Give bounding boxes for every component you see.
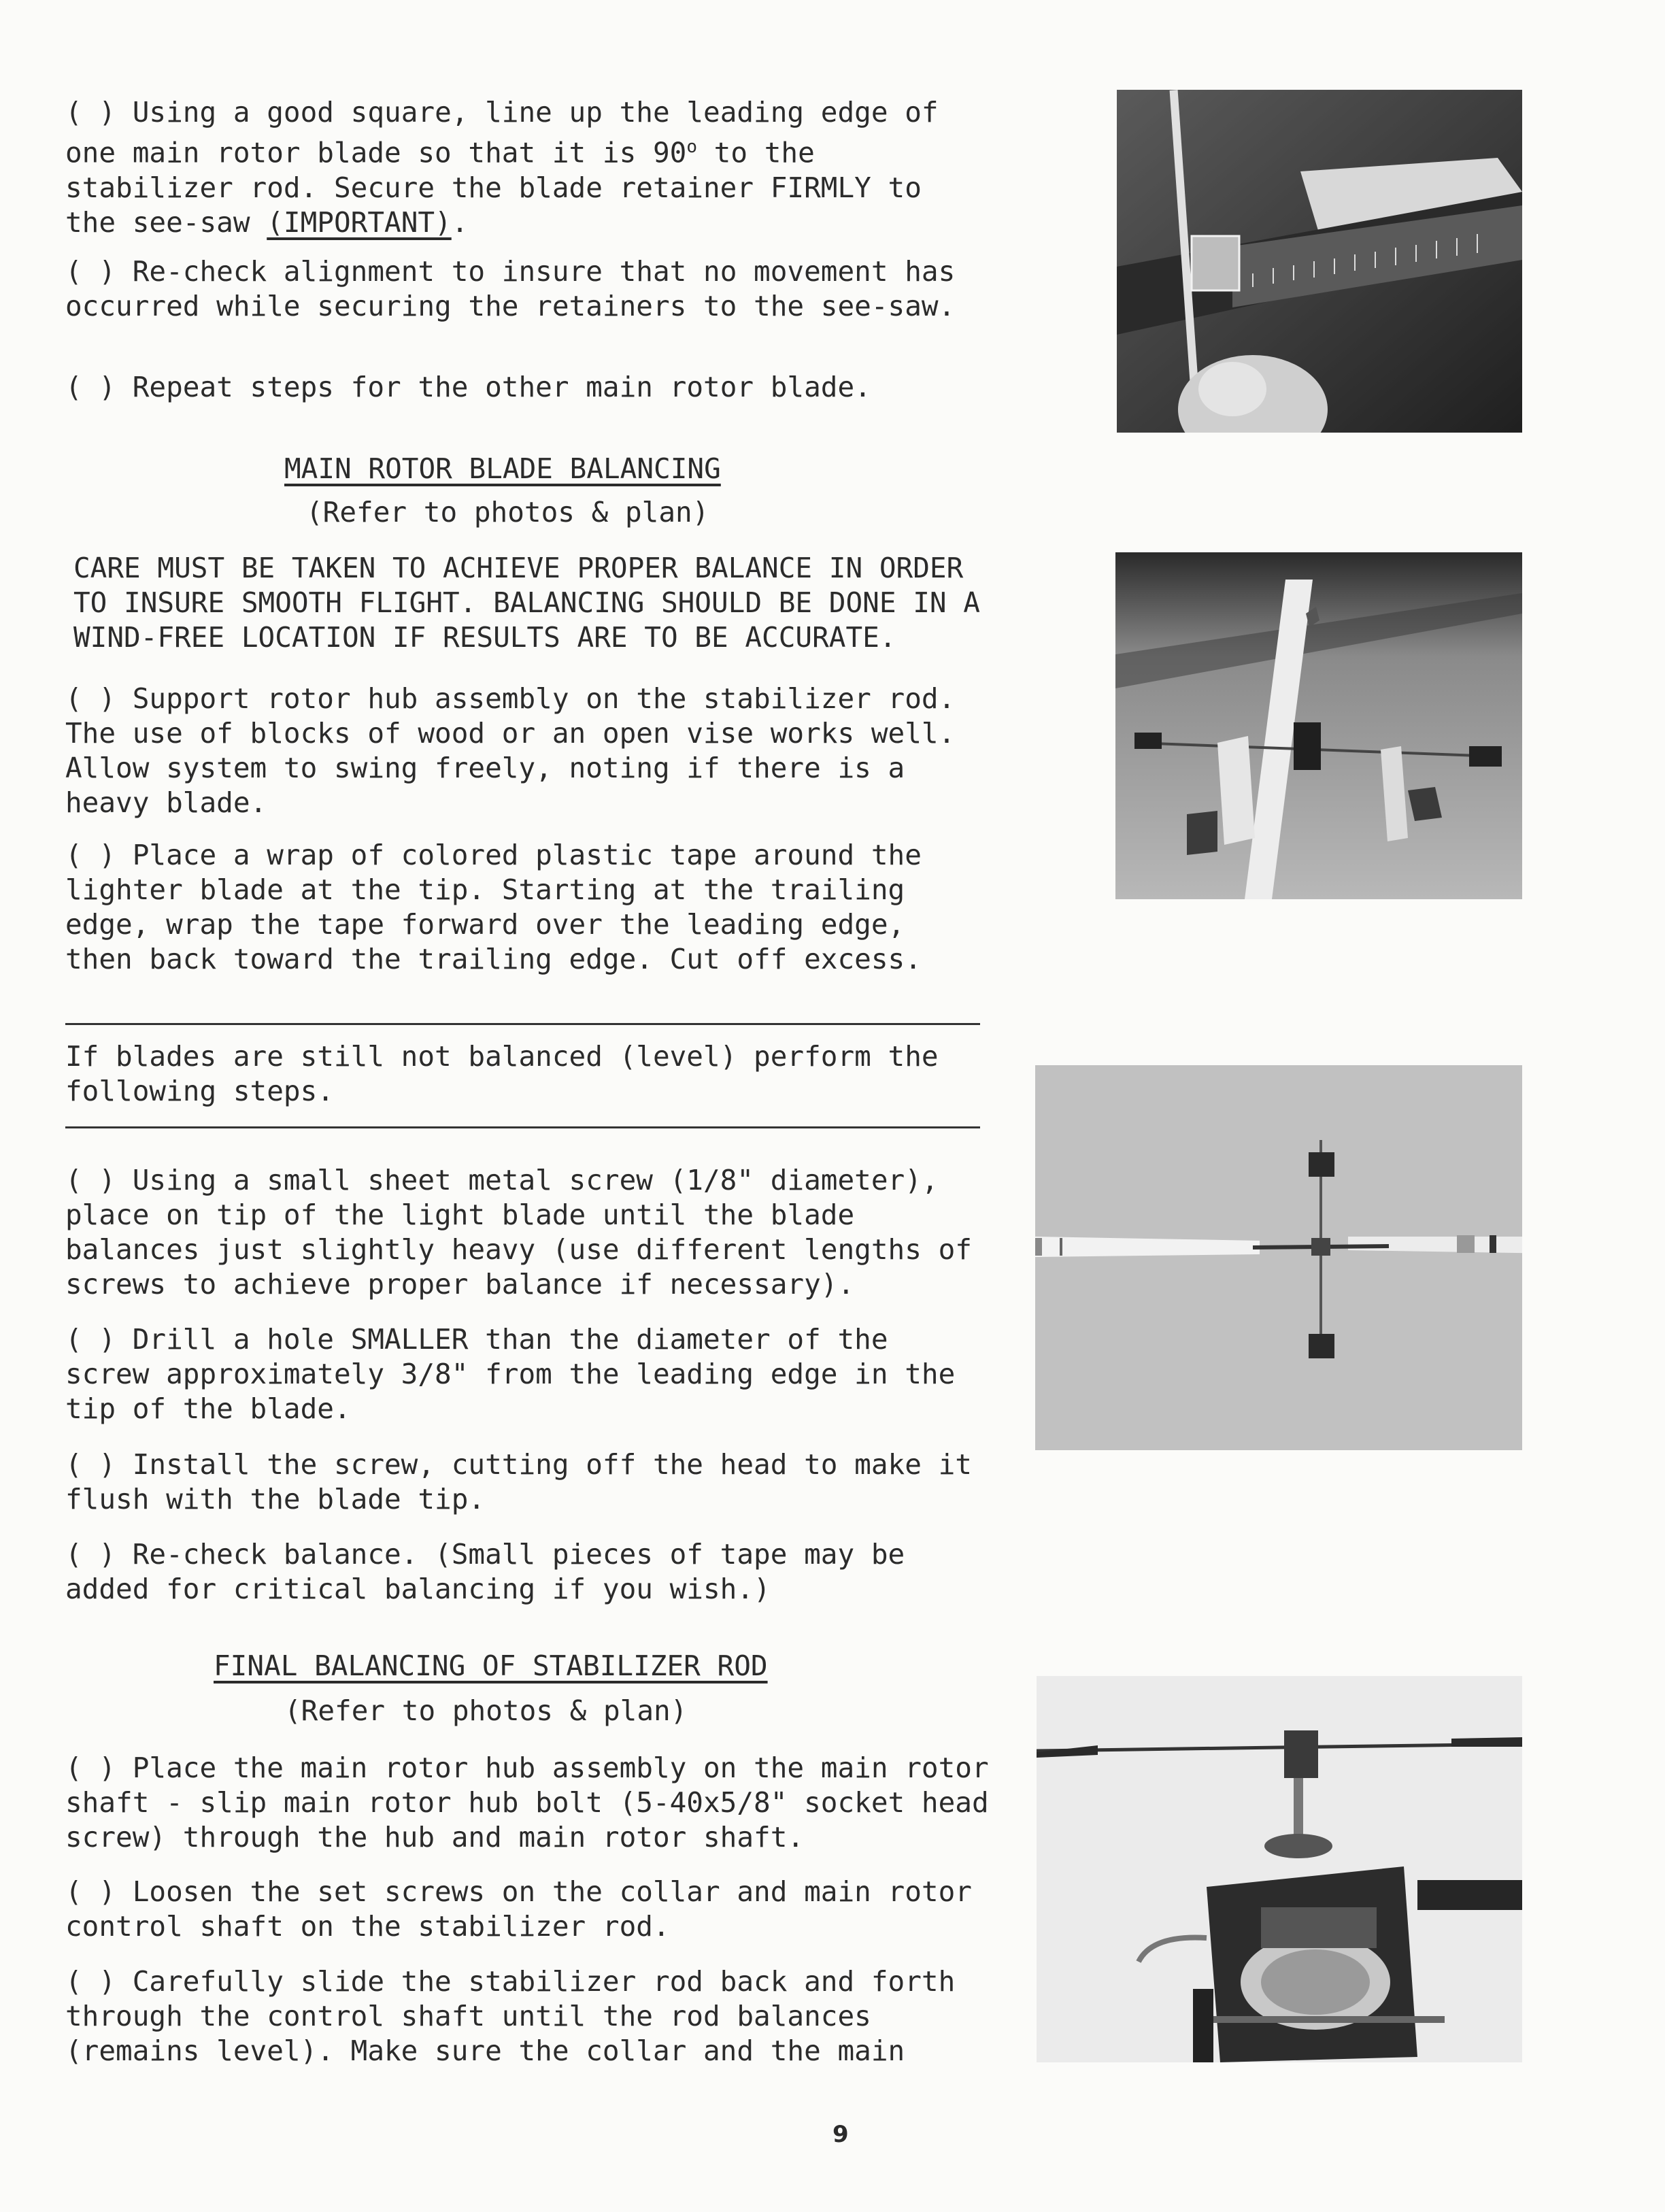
section-subtitle-blade-balancing: (Refer to photos & plan)	[306, 496, 709, 529]
photo-hub-on-shaft	[1037, 1676, 1522, 2062]
step-support-hub: ( ) Support rotor hub assembly on the stabilizer rod. The use of blocks of wood or an open vise works well. Allow system to swing freely, noting if there is a heavy blade.	[65, 682, 956, 819]
step-slide-stabilizer: ( ) Carefully slide the stabilizer rod back and forth through the control shaft until the rod balances (remains level). Make sure the collar and the main	[65, 1965, 956, 2067]
note-rule-bottom	[65, 1126, 980, 1128]
step-recheck-balance: ( ) Re-check balance. (Small pieces of tape may be added for critical balancing if you wish.)	[65, 1538, 905, 1605]
step-align-blade: ( ) Using a good square, line up the leading edge of one main rotor blade so that it is 90$^o$ to the stabilizer rod. Secure the blade retainer FIRMLY to the see-saw (IMPORTANT).	[65, 96, 939, 239]
section-subtitle-stabilizer: (Refer to photos & plan)	[284, 1694, 688, 1727]
step-place-hub: ( ) Place the main rotor hub assembly on the main rotor shaft - slip main rotor hub bolt (5-40x5/8" socket head screw) through the hub and main rotor shaft.	[65, 1752, 989, 1854]
step-recheck-alignment: ( ) Re-check alignment to insure that no movement has occurred while securing the retainers to the see-saw.	[65, 255, 956, 322]
step-sheet-metal-screw: ( ) Using a small sheet metal screw (1/8" diameter), place on tip of the light blade until the blade balances just slightly heavy (use different lengths of screws to achieve proper balance if necessary).	[65, 1164, 972, 1301]
step-loosen-set-screws: ( ) Loosen the set screws on the collar and main rotor control shaft on the stabilizer rod.	[65, 1875, 972, 1943]
step-install-screw: ( ) Install the screw, cutting off the head to make it flush with the blade tip.	[65, 1448, 972, 1515]
step-tape-wrap: ( ) Place a wrap of colored plastic tape around the lighter blade at the tip. Starting at the trailing edge, wrap the tape forward over the leading edge, then back toward the trailing edge. Cut off excess.	[65, 839, 922, 975]
page-number: 9	[832, 2121, 849, 2148]
photo-hub-on-blocks	[1115, 552, 1522, 899]
balance-warning: CARE MUST BE TAKEN TO ACHIEVE PROPER BALANCE IN ORDER TO INSURE SMOOTH FLIGHT. BALANCING SHOULD BE DONE IN A WIND-FREE LOCATION IF RESULTS ARE TO BE ACCURATE.	[73, 552, 980, 654]
photo-square-alignment	[1117, 90, 1522, 433]
step-repeat-other-blade: ( ) Repeat steps for the other main rotor blade.	[65, 371, 871, 403]
photo-rotor-balanced	[1035, 1065, 1522, 1450]
step-drill-hole: ( ) Drill a hole SMALLER than the diameter of the screw approximately 3/8" from the leading edge in the tip of the blade.	[65, 1323, 956, 1425]
note-rule-top	[65, 1023, 980, 1025]
section-title-stabilizer: FINAL BALANCING OF STABILIZER ROD	[214, 1649, 768, 1682]
section-title-blade-balancing: MAIN ROTOR BLADE BALANCING	[284, 452, 721, 485]
boxed-note: If blades are still not balanced (level) perform the following steps.	[65, 1040, 939, 1107]
